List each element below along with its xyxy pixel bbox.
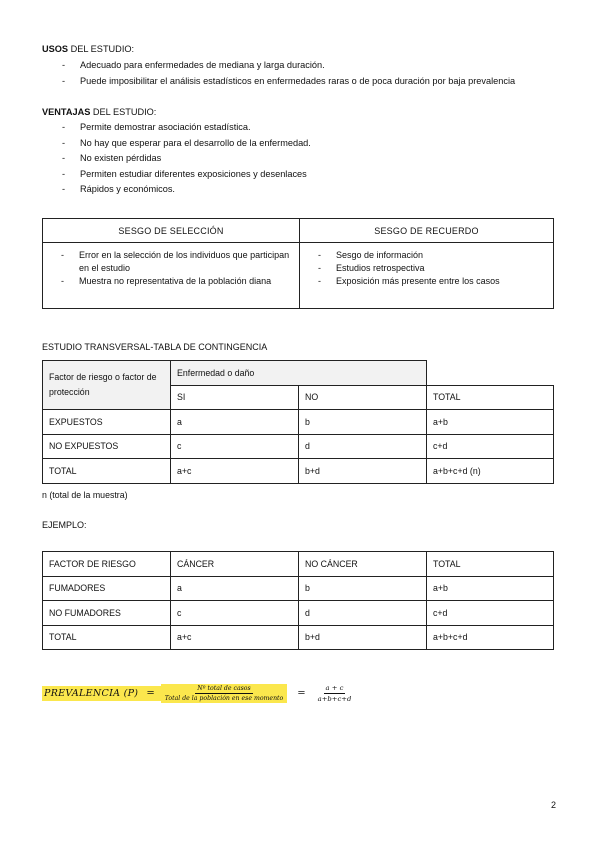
table-row: EXPUESTOS a b a+b (43, 410, 554, 435)
list-item: - Rápidos y económicos. (62, 182, 311, 198)
formula-numerator-2: a + c (325, 683, 344, 692)
formula-fraction-2 (316, 684, 354, 703)
table-row: NO EXPUESTOS c d c+d (43, 434, 554, 459)
list-item: - Muestra no representativa de la población diana (59, 275, 291, 288)
formula-label: PREVALENCIA (P) (44, 687, 139, 699)
usos-heading: USOS DEL ESTUDIO: (42, 44, 135, 54)
list-item: - Adecuado para enfermedades de mediana y larga duración. (62, 58, 515, 74)
sesgo-recuerdo-header: SESGO DE RECUERDO (300, 219, 554, 243)
formula-equals: = (140, 686, 160, 701)
formula-denominator: Total de la población en ese momento (164, 694, 284, 702)
prevalence-formula (42, 682, 353, 704)
list-item: - Error en la selección de los individuos que participan en el estudio (59, 249, 291, 275)
list-item: - Sesgo de información (316, 249, 545, 262)
table-header-row: FACTOR DE RIESGO CÁNCER NO CÁNCER TOTAL (43, 552, 554, 577)
group-header: Enfermedad o daño (171, 361, 427, 386)
formula-equals-2: = (297, 687, 306, 699)
sample-note: n (total de la muestra) (42, 490, 128, 500)
sesgo-seleccion-header: SESGO DE SELECCIÓN (43, 219, 300, 243)
sesgo-recuerdo-cell (300, 243, 554, 309)
list-item: - Permiten estudiar diferentes exposiciones y desenlaces (62, 167, 311, 183)
list-item: - No existen pérdidas (62, 151, 311, 167)
page-number: 2 (550, 800, 556, 810)
table-row: NO FUMADORES c d c+d (43, 601, 554, 626)
sesgo-seleccion-cell (43, 243, 300, 309)
formula-denominator-2: a+b+c+d (317, 694, 352, 703)
table-row: FUMADORES a b a+b (43, 576, 554, 601)
list-item: - Estudios retrospectiva (316, 262, 545, 275)
ventajas-heading: VENTAJAS DEL ESTUDIO: (42, 107, 157, 117)
list-item: - Exposición más presente entre los casos (316, 275, 545, 288)
table-row: TOTAL a+c b+d a+b+c+d (43, 625, 554, 650)
ejemplo-heading: EJEMPLO: (42, 520, 87, 530)
list-item: - Puede imposibilitar el análisis estadísticos en enfermedades raras o de poca duración por baja prevalencia (62, 74, 515, 90)
formula-fraction (161, 684, 288, 703)
list-item: - Permite demostrar asociación estadística. (62, 120, 311, 136)
formula-numerator: Nº total de casos (197, 684, 251, 692)
ejemplo-table (42, 551, 554, 650)
contingencia-title: ESTUDIO TRANSVERSAL-TABLA DE CONTINGENCIA (42, 342, 268, 352)
table-row: TOTAL a+c b+d a+b+c+d (n) (43, 459, 554, 484)
col-header: NO (299, 385, 427, 410)
ventajas-list (62, 120, 311, 198)
contingencia-table (42, 360, 554, 484)
usos-list (62, 58, 515, 89)
col-header: SI (171, 385, 299, 410)
col-header: TOTAL (427, 385, 554, 410)
sesgos-table (42, 218, 554, 309)
corner-header: Factor de riesgo o factor de protección (43, 361, 171, 410)
list-item: - No hay que esperar para el desarrollo de la enfermedad. (62, 136, 311, 152)
